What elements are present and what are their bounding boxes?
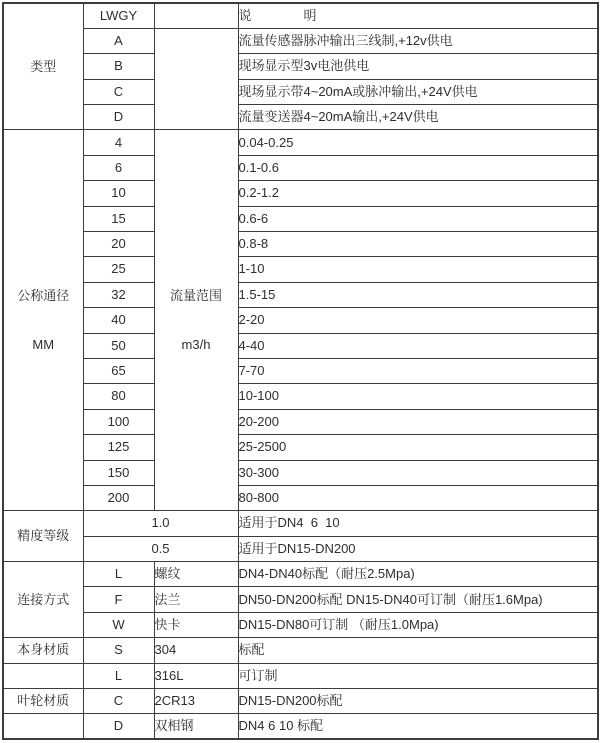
table-row xyxy=(3,409,598,434)
dn-cell: 4 xyxy=(83,130,154,155)
body-material-desc-cell: 标配 xyxy=(238,638,598,663)
section-label-diameter xyxy=(3,130,83,511)
accuracy-desc-cell: 适用于DN4 6 10 xyxy=(238,511,598,536)
table-row xyxy=(3,282,598,307)
connection-code-cell: F xyxy=(83,587,154,612)
dn-cell: 200 xyxy=(83,485,154,510)
table-row xyxy=(3,3,598,28)
header-description-title: 说 明 xyxy=(238,3,598,28)
impeller-name-cell: 2CR13 xyxy=(154,689,238,714)
flow-range-header xyxy=(154,130,238,511)
header-model-code: LWGY xyxy=(83,3,154,28)
body-material-name-cell: 304 xyxy=(154,638,238,663)
type-code-cell: A xyxy=(83,28,154,53)
range-cell: 7-70 xyxy=(238,358,598,383)
impeller-code-cell: D xyxy=(83,714,154,739)
impeller-desc-cell: DN4 6 10 标配 xyxy=(238,714,598,739)
dn-cell: 25 xyxy=(83,257,154,282)
table-row xyxy=(3,536,598,561)
table-row xyxy=(3,714,598,739)
table-row xyxy=(3,28,598,53)
section-label-accuracy: 精度等级 xyxy=(3,511,83,562)
accuracy-desc-cell: 适用于DN15-DN200 xyxy=(238,536,598,561)
range-cell: 20-200 xyxy=(238,409,598,434)
dn-cell: 40 xyxy=(83,308,154,333)
type-desc-cell: 流量变送器4~20mA输出,+24V供电 xyxy=(238,105,598,130)
accuracy-value-cell: 0.5 xyxy=(83,536,238,561)
impeller-code-cell: C xyxy=(83,689,154,714)
range-cell: 25-2500 xyxy=(238,435,598,460)
section-label-body-material: 本身材质 xyxy=(3,638,83,663)
impeller-desc-cell: 可订制 xyxy=(238,663,598,688)
range-cell: 1.5-15 xyxy=(238,282,598,307)
dn-cell: 6 xyxy=(83,155,154,180)
type-empty-cell xyxy=(154,28,238,130)
range-cell: 1-10 xyxy=(238,257,598,282)
table-row xyxy=(3,689,598,714)
table-row xyxy=(3,460,598,485)
table-row xyxy=(3,54,598,79)
connection-code-cell: L xyxy=(83,562,154,587)
dn-cell: 125 xyxy=(83,435,154,460)
dn-cell: 50 xyxy=(83,333,154,358)
body-material-code-cell: S xyxy=(83,638,154,663)
impeller-desc-cell: DN15-DN200标配 xyxy=(238,689,598,714)
flow-range-label-line2: m3/h xyxy=(181,336,211,352)
diameter-label-line2: MM xyxy=(32,336,55,352)
table-row xyxy=(3,638,598,663)
type-desc-cell: 现场显示带4~20mA或脉冲输出,+24V供电 xyxy=(238,79,598,104)
table-row xyxy=(3,562,598,587)
table-row xyxy=(3,232,598,257)
impeller-code-cell: L xyxy=(83,663,154,688)
range-cell: 2-20 xyxy=(238,308,598,333)
header-empty-cell xyxy=(154,3,238,28)
connection-name-cell: 快卡 xyxy=(154,612,238,637)
range-cell: 0.6-6 xyxy=(238,206,598,231)
accuracy-value-cell: 1.0 xyxy=(83,511,238,536)
impeller-name-cell: 双相钢 xyxy=(154,714,238,739)
type-code-cell: C xyxy=(83,79,154,104)
range-cell: 80-800 xyxy=(238,485,598,510)
section-label-impeller-material: 叶轮材质 xyxy=(3,689,83,714)
dn-cell: 20 xyxy=(83,232,154,257)
type-desc-cell: 现场显示型3v电池供电 xyxy=(238,54,598,79)
diameter-label-line1: 公称通径 xyxy=(17,287,70,303)
type-desc-cell: 流量传感器脉冲输出三线制,+12v供电 xyxy=(238,28,598,53)
flowmeter-spec-table xyxy=(2,2,599,740)
dn-cell: 150 xyxy=(83,460,154,485)
range-cell: 0.1-0.6 xyxy=(238,155,598,180)
table-row xyxy=(3,358,598,383)
table-row xyxy=(3,257,598,282)
dn-cell: 80 xyxy=(83,384,154,409)
table-row xyxy=(3,181,598,206)
section-label-type: 类型 xyxy=(3,3,83,130)
range-cell: 10-100 xyxy=(238,384,598,409)
table-row xyxy=(3,155,598,180)
table-row xyxy=(3,308,598,333)
dn-cell: 10 xyxy=(83,181,154,206)
connection-name-cell: 法兰 xyxy=(154,587,238,612)
table-row xyxy=(3,511,598,536)
range-cell: 30-300 xyxy=(238,460,598,485)
table-row xyxy=(3,333,598,358)
range-cell: 0.04-0.25 xyxy=(238,130,598,155)
dn-cell: 65 xyxy=(83,358,154,383)
connection-desc-cell: DN15-DN80可订制 （耐压1.0Mpa) xyxy=(238,612,598,637)
table-row xyxy=(3,435,598,460)
table-row xyxy=(3,206,598,231)
table-row xyxy=(3,79,598,104)
range-cell: 0.2-1.2 xyxy=(238,181,598,206)
table-row xyxy=(3,587,598,612)
impeller-label-cell xyxy=(3,663,83,688)
table-row xyxy=(3,130,598,155)
impeller-name-cell: 316L xyxy=(154,663,238,688)
table-row xyxy=(3,105,598,130)
flow-range-label-line1: 流量范围 xyxy=(169,287,222,303)
dn-cell: 15 xyxy=(83,206,154,231)
section-label-connection: 连接方式 xyxy=(3,562,83,638)
range-cell: 0.8-8 xyxy=(238,232,598,257)
dn-cell: 32 xyxy=(83,282,154,307)
table-row xyxy=(3,663,598,688)
connection-code-cell: W xyxy=(83,612,154,637)
dn-cell: 100 xyxy=(83,409,154,434)
impeller-label-cell xyxy=(3,714,83,739)
connection-desc-cell: DN4-DN40标配（耐压2.5Mpa) xyxy=(238,562,598,587)
connection-desc-cell: DN50-DN200标配 DN15-DN40可订制（耐压1.6Mpa) xyxy=(238,587,598,612)
table-row xyxy=(3,485,598,510)
table-row xyxy=(3,384,598,409)
range-cell: 4-40 xyxy=(238,333,598,358)
connection-name-cell: 螺纹 xyxy=(154,562,238,587)
type-code-cell: B xyxy=(83,54,154,79)
table-row xyxy=(3,612,598,637)
type-code-cell: D xyxy=(83,105,154,130)
